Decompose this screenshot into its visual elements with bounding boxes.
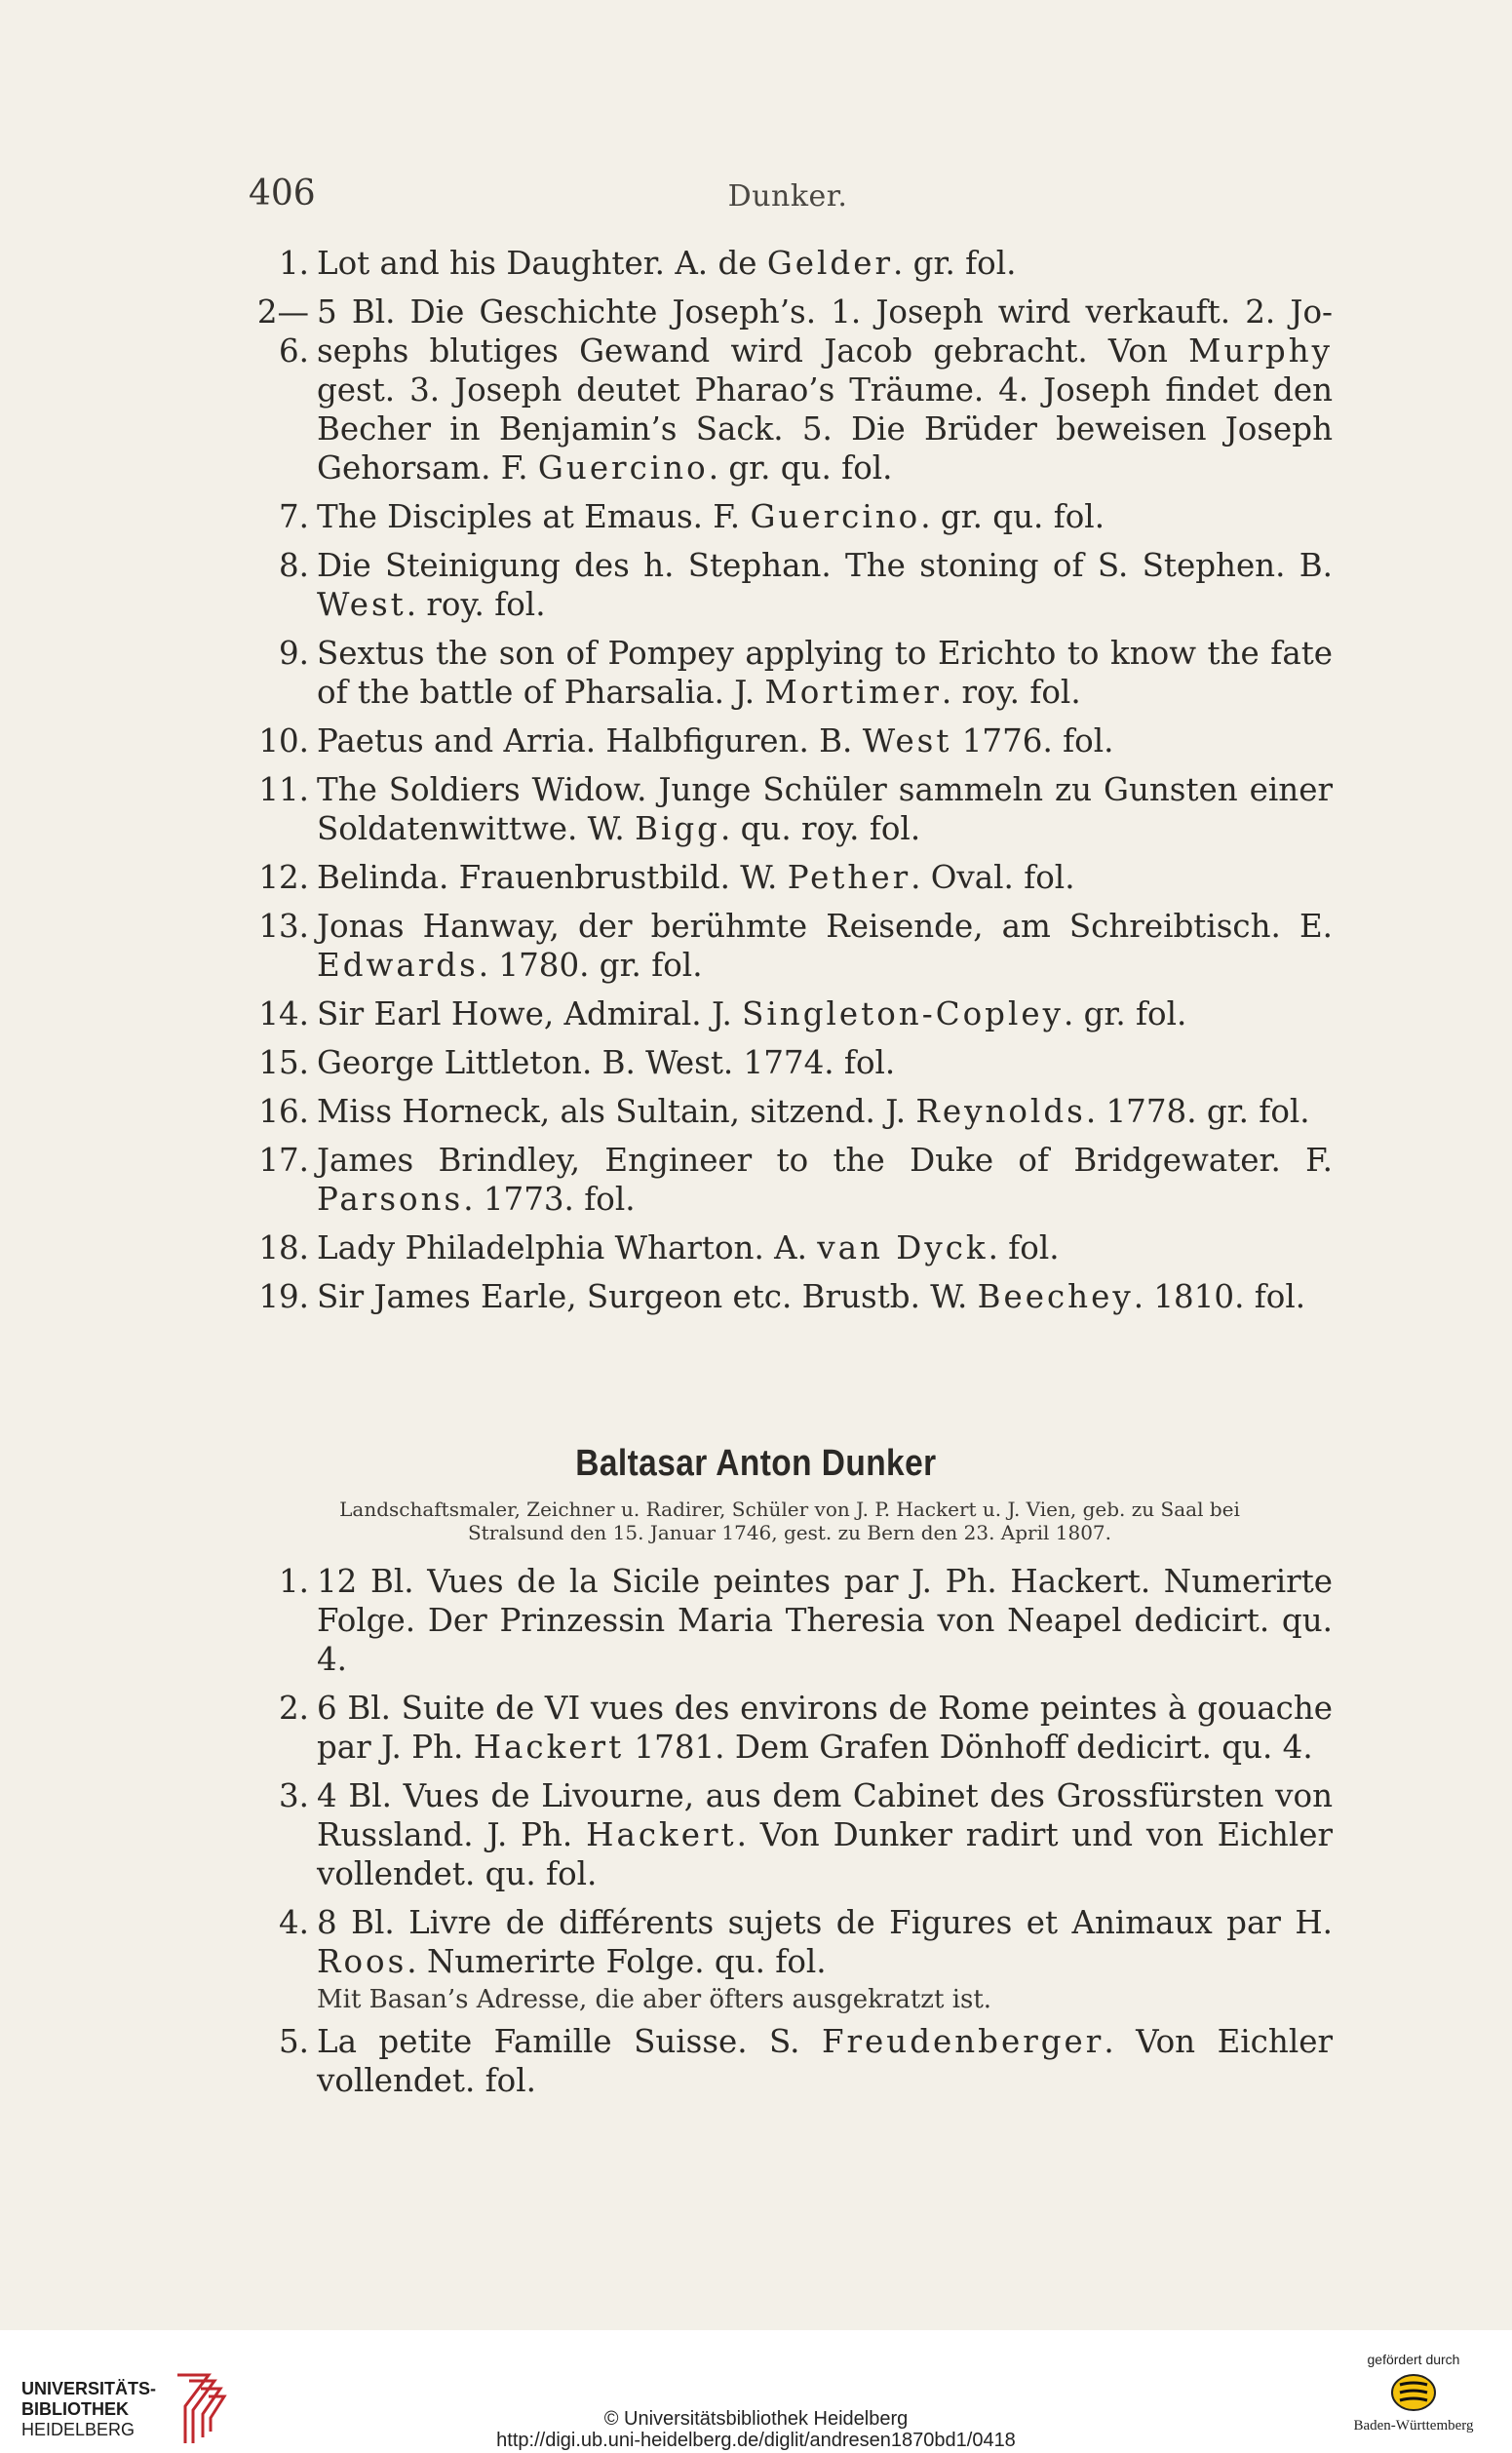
- artist-reference: Pether: [787, 859, 911, 896]
- artist-reference: Hackert: [473, 1729, 625, 1766]
- artist-reference: Reynolds: [915, 1093, 1086, 1130]
- entry-text: Belinda. Frauenbrustbild. W. Pether. Oval. fol.: [317, 859, 1075, 896]
- artist-biography: Landschaftsmaler, Zeichner u. Radirer, Schüler von J. P. Hackert u. J. Vien, geb. zu Saal bei Stralsund den 15. Januar 1746, gest. zu Bern den 23. April 1807.: [339, 1498, 1240, 1544]
- running-head: [249, 174, 1327, 222]
- entry-text: 8 Bl. Livre de différents sujets de Figures et Animaux par H. Roos. Numerirte Folge. qu. fol.: [317, 1904, 1333, 1980]
- entry-number: 14.: [258, 995, 309, 1032]
- entry-text: Jonas Hanway, der berühmte Reisende, am Schreibtisch. E. Edwards. 1780. gr. fol.: [317, 908, 1333, 984]
- catalogue-entry: [249, 546, 1333, 624]
- entry-text: Sir James Earle, Surgeon etc. Brustb. W. Beechey. 1810. fol.: [317, 1278, 1306, 1315]
- entry-number: 5.: [278, 2023, 309, 2060]
- catalogue-entry: [249, 1776, 1333, 1893]
- artist-reference: Roos: [317, 1943, 407, 1980]
- catalogue-entry: [249, 292, 1333, 487]
- catalogue-entry: [249, 1092, 1333, 1131]
- artist-reference: West: [862, 722, 952, 759]
- catalogue-entry: [249, 497, 1333, 536]
- entry-number: 3.: [278, 1777, 309, 1814]
- page-number: 406: [249, 174, 316, 214]
- artist-reference: Parsons: [317, 1181, 464, 1218]
- copyright-notice: © Universitätsbibliothek Heidelberg http://digi.ub.uni-heidelberg.de/diglit/andresen1870bd1/0418: [0, 2408, 1512, 2451]
- entry-text: Lot and his Daughter. A. de Gelder. gr. fol.: [317, 245, 1017, 282]
- catalogue-entry: [249, 1562, 1333, 1679]
- entry-number: 11.: [258, 771, 309, 808]
- entry-text: 6 Bl. Suite de VI vues des environs de Rome peintes à gouache par J. Ph. Hackert 1781. Dem Grafen Dönhoff dedicirt. qu. 4.: [317, 1690, 1333, 1766]
- entry-text: Paetus and Arria. Halbfiguren. B. West 1776. fol.: [317, 722, 1114, 759]
- catalogue-entry: [249, 1689, 1333, 1767]
- entry-number: 2—6.: [256, 293, 309, 370]
- artist-reference: Hackert: [586, 1816, 737, 1853]
- entry-note: Mit Basan’s Adresse, die aber öfters ausgekratzt ist.: [317, 1985, 992, 2014]
- sponsor-label: gefördert durch: [1367, 2352, 1460, 2367]
- digitization-footer: [0, 2330, 1512, 2453]
- artist-reference: Edwards: [317, 947, 479, 984]
- artist-reference: Mortimer: [764, 674, 942, 711]
- artist-reference: Freudenberger: [821, 2023, 1105, 2060]
- entry-number: 15.: [258, 1044, 309, 1081]
- entry-number: 12.: [258, 859, 309, 896]
- artist-heading: [0, 1443, 1512, 1485]
- catalogue-entry: [249, 244, 1333, 283]
- entry-number: 8.: [278, 547, 309, 584]
- catalogue-entry: [249, 1141, 1333, 1219]
- artist-reference: Bigg: [635, 810, 720, 847]
- artist-reference: Guercino: [750, 498, 921, 535]
- catalogue-entry: [249, 721, 1333, 760]
- entry-number: 13.: [258, 908, 309, 945]
- entry-text: Miss Horneck, als Sultain, sitzend. J. Reynolds. 1778. gr. fol.: [317, 1093, 1310, 1130]
- catalogue-entry: [249, 1277, 1333, 1316]
- entry-number: 1.: [278, 245, 309, 282]
- catalogue-entry: [249, 907, 1333, 985]
- catalogue-entry: [249, 858, 1333, 897]
- state-coat-of-arms-icon: [1388, 2371, 1439, 2414]
- artist-reference: Singleton-Copley: [742, 995, 1064, 1032]
- entry-number: 16.: [258, 1093, 309, 1130]
- entry-text: The Disciples at Emaus. F. Guercino. gr. qu. fol.: [317, 498, 1105, 535]
- entry-text: George Littleton. B. West. 1774. fol.: [317, 1044, 896, 1081]
- entry-text: Lady Philadelphia Wharton. A. van Dyck. fol.: [317, 1229, 1060, 1266]
- catalogue-list-previous-artist: [249, 244, 1333, 1326]
- entry-text: La petite Famille Suisse. S. Freudenberger. Von Eichler vollendet. fol.: [317, 2023, 1333, 2099]
- catalogue-entry: [249, 634, 1333, 712]
- entry-number: 4.: [278, 1904, 309, 1941]
- entry-text: Sir Earl Howe, Admiral. J. Singleton-Copley. gr. fol.: [317, 995, 1187, 1032]
- entry-text: Sextus the son of Pompey applying to Erichto to know the fate of the battle of Pharsalia. J. Mortimer. roy. fol.: [317, 635, 1333, 711]
- catalogue-entry: [249, 1228, 1333, 1267]
- permalink[interactable]: http://digi.ub.uni-heidelberg.de/diglit/andresen1870bd1/0418: [496, 2430, 1016, 2451]
- entry-number: 10.: [258, 722, 309, 759]
- entry-text: The Soldiers Widow. Junge Schüler sammeln zu Gunsten einer Soldatenwittwe. W. Bigg. qu. roy. fol.: [317, 771, 1333, 847]
- entry-number: 18.: [258, 1229, 309, 1266]
- catalogue-list-dunker: [249, 1562, 1333, 2110]
- catalogue-entry: [249, 994, 1333, 1033]
- catalogue-entry: [249, 1043, 1333, 1082]
- catalogue-entry: [249, 2022, 1333, 2100]
- entry-number: 9.: [278, 635, 309, 672]
- entry-number: 1.: [278, 1563, 309, 1600]
- artist-reference: Murphy: [1188, 332, 1333, 370]
- artist-reference: Beechey: [977, 1278, 1134, 1315]
- catalogue-entry: [249, 1903, 1333, 2018]
- catalogue-entry: [249, 770, 1333, 848]
- entry-number: 2.: [278, 1690, 309, 1727]
- artist-reference: van Dyck: [817, 1229, 989, 1266]
- entry-text: Die Steinigung des h. Stephan. The stoning of S. Stephen. B. West. roy. fol.: [317, 547, 1333, 623]
- artist-name: Baltasar Anton Dunker: [575, 1443, 937, 1484]
- sponsor-state: Baden-Württemberg: [1353, 2418, 1474, 2434]
- sponsor-block: [1340, 2352, 1487, 2434]
- entry-number: 19.: [258, 1278, 309, 1315]
- library-name: UNIVERSITÄTS- BIBLIOTHEK HEIDELBERG: [21, 2379, 157, 2439]
- entry-number: 17.: [258, 1142, 309, 1179]
- entry-text: 12 Bl. Vues de la Sicile peintes par J. Ph. Hackert. Numerirte Folge. Der Prinzessin Maria Theresia von Neapel dedicirt. qu. 4.: [317, 1563, 1333, 1678]
- entry-text: 5 Bl. Die Geschichte Joseph’s. 1. Joseph wird verkauft. 2. Jo-sephs blutiges Gewand wird Jacob gebracht. Von Murphy gest. 3. Joseph deutet Pharao’s Träume. 4. Joseph findet den Becher in Benjamin’s Sack. 5. Die Brüder beweisen Joseph Gehorsam. F. Guercino. gr. qu. fol.: [317, 293, 1333, 487]
- entry-text: James Brindley, Engineer to the Duke of Bridgewater. F. Parsons. 1773. fol.: [317, 1142, 1333, 1218]
- artist-reference: West: [317, 586, 407, 623]
- entry-number: 7.: [278, 498, 309, 535]
- running-title: Dunker.: [727, 179, 848, 214]
- entry-text: 4 Bl. Vues de Livourne, aus dem Cabinet des Grossfürsten von Russland. J. Ph. Hackert. Von Dunker radirt und von Eichler vollendet. qu. fol.: [317, 1777, 1333, 1892]
- artist-reference: Gelder: [766, 245, 894, 282]
- artist-reference: Guercino: [537, 449, 709, 487]
